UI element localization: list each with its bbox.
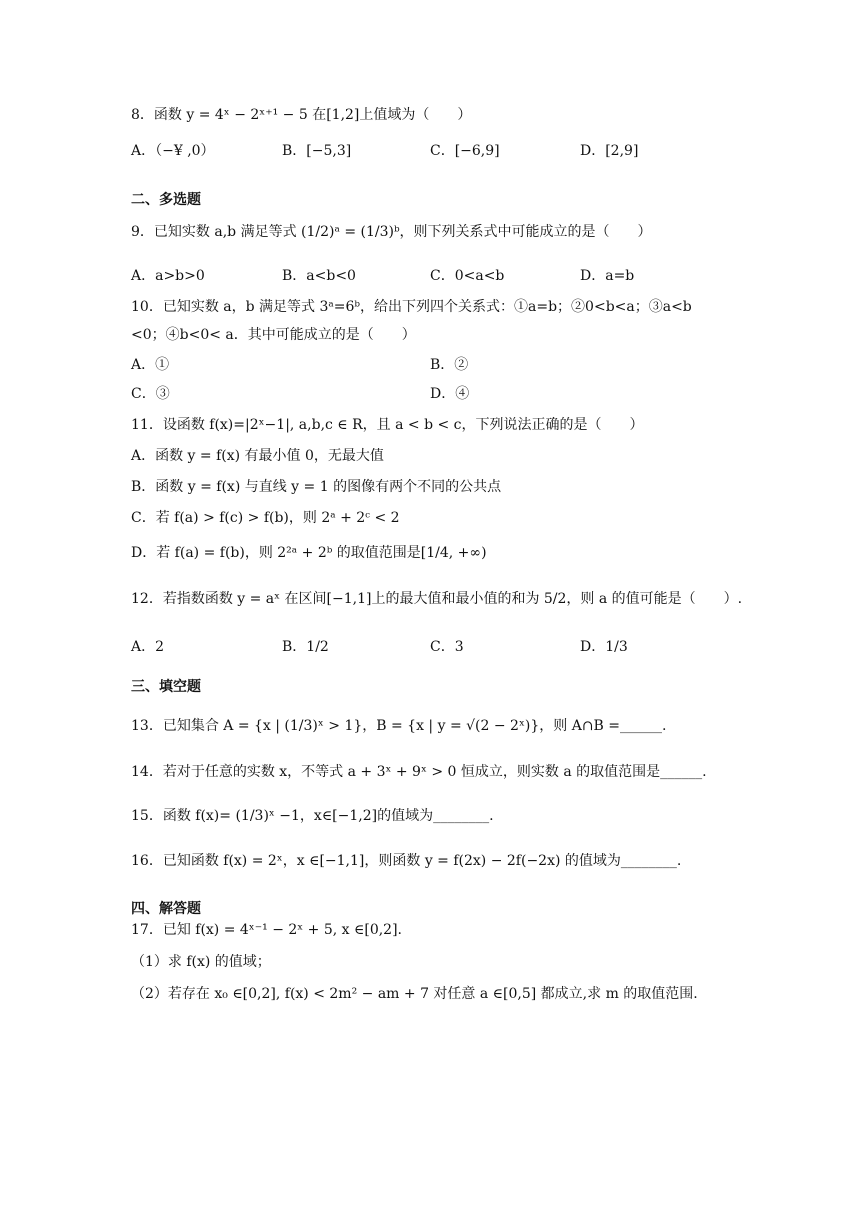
q10-option-d: D．④ xyxy=(430,386,470,402)
q10-option-b: B．② xyxy=(430,357,469,373)
section-heading-multiple-choice: 二、多选题 xyxy=(131,192,201,208)
q9-stem: 9．已知实数 a,b 满足等式 (1/2)ᵃ = (1/3)ᵇ，则下列关系式中可能成立的是（ ） xyxy=(131,224,652,240)
q10-option-a: A．① xyxy=(131,357,170,373)
q8-option-d: D．[2,9] xyxy=(580,143,639,159)
q12-stem: 12．若指数函数 y = aˣ 在区间[−1,1]上的最大值和最小值的和为 5/2，则 a 的值可能是（ ）. xyxy=(131,591,743,607)
q14-stem: 14．若对于任意的实数 x，不等式 a + 3ˣ + 9ˣ > 0 恒成立，则实数 a 的取值范围是______. xyxy=(131,764,707,780)
q9-option-d: D．a=b xyxy=(580,268,635,284)
q11-option-a: A．函数 y = f(x) 有最小值 0，无最大值 xyxy=(131,448,384,464)
q15-stem: 15．函数 f(x)= (1/3)ˣ −1，x∈[−1,2]的值域为________. xyxy=(131,808,494,824)
q17-part1: （1）求 f(x) 的值域； xyxy=(131,954,271,970)
q11-option-c: C．若 f(a) > f(c) > f(b)，则 2ᵃ + 2ᶜ < 2 xyxy=(131,510,400,526)
q12-option-d: D．1/3 xyxy=(580,639,628,655)
section-heading-fill-blank: 三、填空题 xyxy=(131,679,201,695)
q12-option-a: A．2 xyxy=(131,639,165,655)
q10-option-c: C．③ xyxy=(131,386,170,402)
q17-part2: （2）若存在 x₀ ∈[0,2], f(x) < 2m² − am + 7 对任意 a ∈[0,5] 都成立,求 m 的取值范围. xyxy=(131,986,698,1002)
q9-option-c: C．0<a<b xyxy=(430,268,505,284)
q12-option-b: B．1/2 xyxy=(282,639,329,655)
q11-stem: 11．设函数 f(x)=|2ˣ−1|, a,b,c ∈ R，且 a < b < c，下列说法正确的是（ ） xyxy=(131,417,644,433)
q9-option-a: A．a>b>0 xyxy=(131,268,205,284)
q8-option-a: A．（−¥ ,0） xyxy=(131,143,215,159)
q9-option-b: B．a<b<0 xyxy=(282,268,356,284)
q11-option-b: B．函数 y = f(x) 与直线 y = 1 的图像有两个不同的公共点 xyxy=(131,479,502,495)
q10-stem-line2: <0；④b<0< a．其中可能成立的是（ ） xyxy=(131,327,416,343)
q16-stem: 16．已知函数 f(x) = 2ˣ，x ∈[−1,1]，则函数 y = f(2x) − 2f(−2x) 的值域为________. xyxy=(131,853,682,869)
q17-stem: 17．已知 f(x) = 4ˣ⁻¹ − 2ˣ + 5, x ∈[0,2]. xyxy=(131,922,402,938)
q8-option-c: C．[−6,9] xyxy=(430,143,500,159)
q10-stem-line1: 10．已知实数 a，b 满足等式 3ᵃ=6ᵇ，给出下列四个关系式：①a=b；②0<b<a；③a<b xyxy=(131,299,692,315)
section-heading-solutions: 四、解答题 xyxy=(131,901,201,917)
q8-option-b: B．[−5,3] xyxy=(282,143,352,159)
q11-option-d: D．若 f(a) = f(b)，则 2²ᵃ + 2ᵇ 的取值范围是[1/4, +∞) xyxy=(131,545,487,561)
q13-stem: 13．已知集合 A = {x | (1/3)ˣ > 1}，B = {x | y = √(2 − 2ˣ)}，则 A∩B =______. xyxy=(131,718,667,734)
q8-stem: 8．函数 y = 4ˣ − 2ˣ⁺¹ − 5 在[1,2]上值域为（ ） xyxy=(131,107,472,123)
q12-option-c: C．3 xyxy=(430,639,464,655)
